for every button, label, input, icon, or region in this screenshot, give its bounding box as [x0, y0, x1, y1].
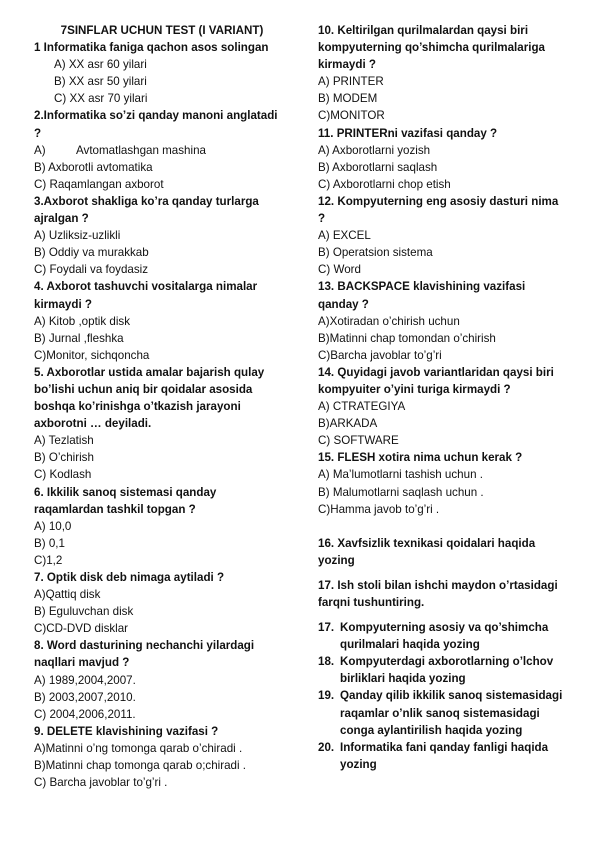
numbered-question-17-number: 17. — [318, 621, 335, 635]
q4-option-c: C)Monitor, sichqoncha — [34, 348, 150, 362]
numbered-question-20 — [318, 739, 568, 773]
q5-option-c: C) Kodlash — [34, 468, 92, 482]
q11-option-b: B) Axborotlarni saqlash — [318, 160, 438, 174]
left-column — [34, 22, 284, 791]
numbered-question-20-text: Informatika fani qanday fanligi haqida yozing — [340, 740, 549, 771]
q1-option-b: B) XX asr 50 yilari — [54, 75, 147, 89]
q2-option-a — [34, 142, 284, 159]
test-title: 7SINFLAR UCHUN TEST (I VARIANT) — [60, 24, 264, 37]
q6-option-b: B) 0,1 — [34, 536, 65, 550]
q12-option-c: C) Word — [318, 263, 361, 277]
q1-option-a: A) XX asr 60 yilari — [54, 58, 147, 72]
spacer — [318, 611, 568, 619]
numbered-question-18-number: 18. — [318, 655, 335, 669]
q3-option-b: B) Oddiy va murakkab — [34, 246, 149, 260]
q3-option-a: A) Uzliksiz-uzlikli — [34, 229, 121, 243]
spacer — [318, 518, 568, 535]
numbered-question-18 — [318, 653, 568, 687]
question-10: 10. Keltirilgan qurilmalardan qaysi biri kompyuterning qo’shimcha qurilmalariga kirmaydi ? — [318, 24, 545, 72]
question-4: 4. Axborot tashuvchi vositalarga nimalar kirmaydi ? — [34, 280, 258, 311]
question-3: 3.Axborot shakliga ko’ra qanday turlarga ajralgan ? — [34, 194, 259, 226]
q15-option-c: C)Hamma javob to’g’ri . — [318, 502, 440, 516]
numbered-question-17-text: Kompyuterning asosiy va qo’shimcha qurilmalari haqida yozing — [340, 621, 549, 652]
q10-option-b: B) MODEM — [318, 92, 378, 106]
q14-option-a: A) CTRATEGIYA — [318, 400, 406, 414]
q15-option-a: A) Ma’lumotlarni tashish uchun . — [318, 468, 483, 482]
q9-option-b: B)Matinni chap tomonga qarab o;chiradi . — [34, 759, 247, 773]
q10-option-c: C)MONITOR — [318, 109, 385, 123]
question-14: 14. Quyidagi javob variantlaridan qaysi biri kompyuiter o’yini turiga kirmaydi ? — [318, 365, 554, 396]
numbered-question-19-text: Qanday qilib ikkilik sanoq sistemasidagi raqamlar o’nlik sanoq sistemasidagi conga aylantirilish haqida yozing — [340, 689, 563, 737]
q5-option-b: B) O’chirish — [34, 451, 94, 465]
q2-option-c: C) Raqamlangan axborot — [34, 177, 164, 191]
numbered-question-20-number: 20. — [318, 740, 335, 754]
question-8: 8. Word dasturining nechanchi yilardagi naqllari mavjud ? — [34, 639, 255, 670]
q12-option-b: B) Operatsion sistema — [318, 246, 433, 260]
question-7: 7. Optik disk deb nimaga aytiladi ? — [34, 571, 225, 584]
q14-option-c: C) SOFTWARE — [318, 434, 399, 448]
q15-option-b: B) Malumotlarni saqlash uchun . — [318, 485, 484, 499]
q12-option-a: A) EXCEL — [318, 229, 371, 243]
q14-option-b: B)ARKADA — [318, 417, 378, 431]
q7-option-c: C)CD-DVD disklar — [34, 622, 129, 636]
numbered-question-18-text: Kompyuterdagi axborotlarning o’lchov birliklari haqida yozing — [340, 655, 554, 686]
question-5: 5. Axborotlar ustida amalar bajarish qulay bo’lishi uchun aniq bir qoidalar asosida boshqa ko’rinishga o’tkazish jarayoni axborotni … deyiladi. — [34, 365, 265, 431]
numbered-question-17 — [318, 619, 568, 653]
spacer — [318, 569, 568, 577]
q4-option-a: A) Kitob ,optik disk — [34, 314, 131, 328]
question-11: 11. PRINTERni vazifasi qanday ? — [318, 126, 498, 140]
q7-option-a: A)Qattiq disk — [34, 588, 101, 602]
q11-option-c: C) Axborotlarni chop etish — [318, 177, 451, 191]
q6-option-a: A) 10,0 — [34, 519, 72, 533]
q4-option-b: B) Jurnal ,fleshka — [34, 331, 124, 345]
q9-option-c: C) Barcha javoblar to’g’ri . — [34, 776, 168, 790]
q13-option-a: A)Xotiradan o’chirish uchun — [318, 314, 460, 328]
q6-option-c: C)1,2 — [34, 553, 63, 567]
numbered-question-19 — [318, 687, 568, 738]
question-2: 2.Informatika so’zi qanday manoni anglatadi ? — [34, 109, 278, 140]
q8-option-a: A) 1989,2004,2007. — [34, 673, 136, 687]
q2-option-a-text: Avtomatlashgan mashina — [76, 143, 206, 157]
q2-option-a-letter: A) — [34, 143, 46, 157]
question-12: 12. Kompyuterning eng asosiy dasturi nima ? — [318, 194, 559, 226]
question-1: 1 Informatika faniga qachon asos solingan — [34, 41, 269, 55]
q8-option-c: C) 2004,2006,2011. — [34, 707, 136, 721]
q1-option-c: C) XX asr 70 yilari — [54, 92, 148, 106]
q5-option-a: A) Tezlatish — [34, 434, 94, 448]
question-9: 9. DELETE klavishining vazifasi ? — [34, 724, 219, 738]
right-column — [318, 22, 568, 773]
q7-option-b: B) Eguluvchan disk — [34, 605, 134, 619]
q13-option-c: C)Barcha javoblar to’g’ri — [318, 348, 442, 362]
q11-option-a: A) Axborotlarni yozish — [318, 143, 431, 157]
q2-option-b: B) Axborotli avtomatika — [34, 160, 153, 174]
q13-option-b: B)Matinni chap tomondan o’chirish — [318, 331, 496, 345]
question-17: 17. Ish stoli bilan ishchi maydon o’rtasidagi farqni tushuntiring. — [318, 578, 558, 609]
question-15: 15. FLESH xotira nima uchun kerak ? — [318, 451, 523, 465]
numbered-question-19-number: 19. — [318, 689, 335, 703]
question-16: 16. Xavfsizlik texnikasi qoidalari haqida yozing — [318, 536, 536, 567]
question-6: 6. Ikkilik sanoq sistemasi qanday raqamlardan tashkil topgan ? — [34, 485, 217, 516]
question-13: 13. BACKSPACE klavishining vazifasi qanday ? — [318, 280, 526, 311]
q9-option-a: A)Matinni o’ng tomonga qarab o’chiradi . — [34, 741, 243, 755]
q3-option-c: C) Foydali va foydasiz — [34, 263, 149, 277]
q8-option-b: B) 2003,2007,2010. — [34, 690, 136, 704]
q10-option-a: A) PRINTER — [318, 75, 384, 89]
